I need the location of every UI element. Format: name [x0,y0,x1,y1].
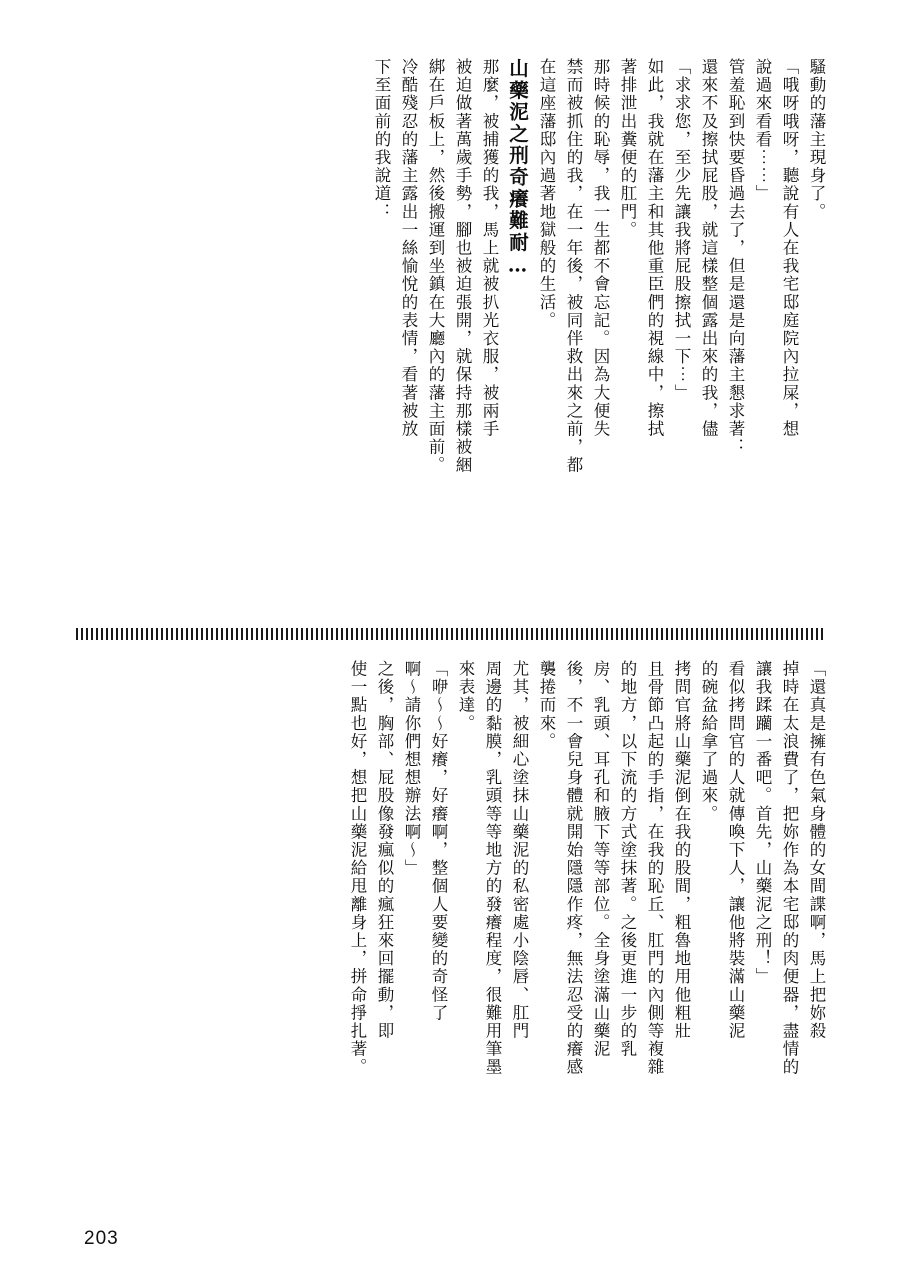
text-line: 被迫做著萬歲手勢，腳也被迫張開，就保持那樣被綑 [453,58,472,475]
text-line: 讓我蹂躪一番吧。首先，山藥泥之刑！」 [753,660,772,986]
text-line: 禁而被抓住的我，在一年後，被同伴救出來之前，都 [564,58,583,475]
text-line: 周邊的黏膜，乳頭等等地方的發癢程度，很難用筆墨 [483,660,502,1077]
text-line: 使一點也好，想把山藥泥給甩離身上，拼命掙扎著。 [348,660,367,1077]
text-line: 拷問官將山藥泥倒在我的股間，粗魯地用他粗壯 [672,660,691,1041]
text-line: 「求求您，至少先讓我將屁股擦拭一下⋯」 [672,58,691,402]
text-block-top [362,58,824,618]
text-line: 綁在戶板上，然後搬運到坐鎮在大廳內的藩主面前。 [426,58,445,475]
text-line: 的地方，以下流的方式塗抹著。之後更進一步的乳 [618,660,637,1059]
text-line: 還來不及擦拭屁股，就這樣整個露出來的我，儘 [699,58,718,439]
text-line: 那麼，被捕獲的我，馬上就被扒光衣服，被兩手 [480,58,499,439]
text-line: 啊～請你們想想辦法啊～」 [402,660,421,878]
text-line: 之後，胸部、屁股像發瘋似的瘋狂來回擺動，即 [375,660,394,1041]
text-line: 在這座藩邸內過著地獄般的生活。 [537,58,556,330]
text-line: 說過來看看⋯⋯」 [753,58,772,203]
text-line: 如此，我就在藩主和其他重臣們的視線中，擦拭 [645,58,664,439]
text-line: 「還真是擁有色氣身體的女間諜啊，馬上把妳殺 [807,660,826,1041]
text-line: 尤其，被細心塗抹山藥泥的私密處小陰唇、肛門 [510,660,529,1041]
text-line: 後，不一會兒身體就開始隱隱作疼，無法忍受的癢感 [564,660,583,1077]
text-block-bottom [338,660,824,1220]
section-divider [76,628,824,640]
text-line: 來表達。 [456,660,475,733]
text-line: 管羞恥到快要昏過去了，但是還是向藩主懇求著： [726,58,745,457]
text-line: 襲捲而來。 [537,660,556,751]
text-line: 那時候的恥辱，我一生都不會忘記。因為大便失 [591,58,610,439]
text-line: 的碗盆給拿了過來。 [699,660,718,823]
text-line: 且骨節凸起的手指，在我的恥丘、肛門的內側等複雜 [645,660,664,1077]
text-line: 房、乳頭、耳孔和腋下等等部位。全身塗滿山藥泥 [591,660,610,1059]
text-line: 掉時在太浪費了，把妳作為本宅邸的肉便器，盡情的 [780,660,799,1077]
text-line: 「哦呀哦呀，聽說有人在我宅邸庭院內拉屎，想 [780,58,799,439]
section-heading: 山藥泥之刑奇癢難耐… [506,58,529,279]
text-line: 著排泄出糞便的肛門。 [618,58,637,239]
page-number: 203 [84,1228,119,1249]
text-line: 「咿～～好癢，好癢啊，整個人要變的奇怪了 [429,660,448,1022]
text-line: 下至面前的我說道： [372,58,391,221]
text-line: 冷酷殘忍的藩主露出一絲愉悅的表情，看著被放 [399,58,418,439]
text-line: 騷動的藩主現身了。 [807,58,826,221]
text-line: 看似拷問官的人就傳喚下人，讓他將裝滿山藥泥 [726,660,745,1041]
